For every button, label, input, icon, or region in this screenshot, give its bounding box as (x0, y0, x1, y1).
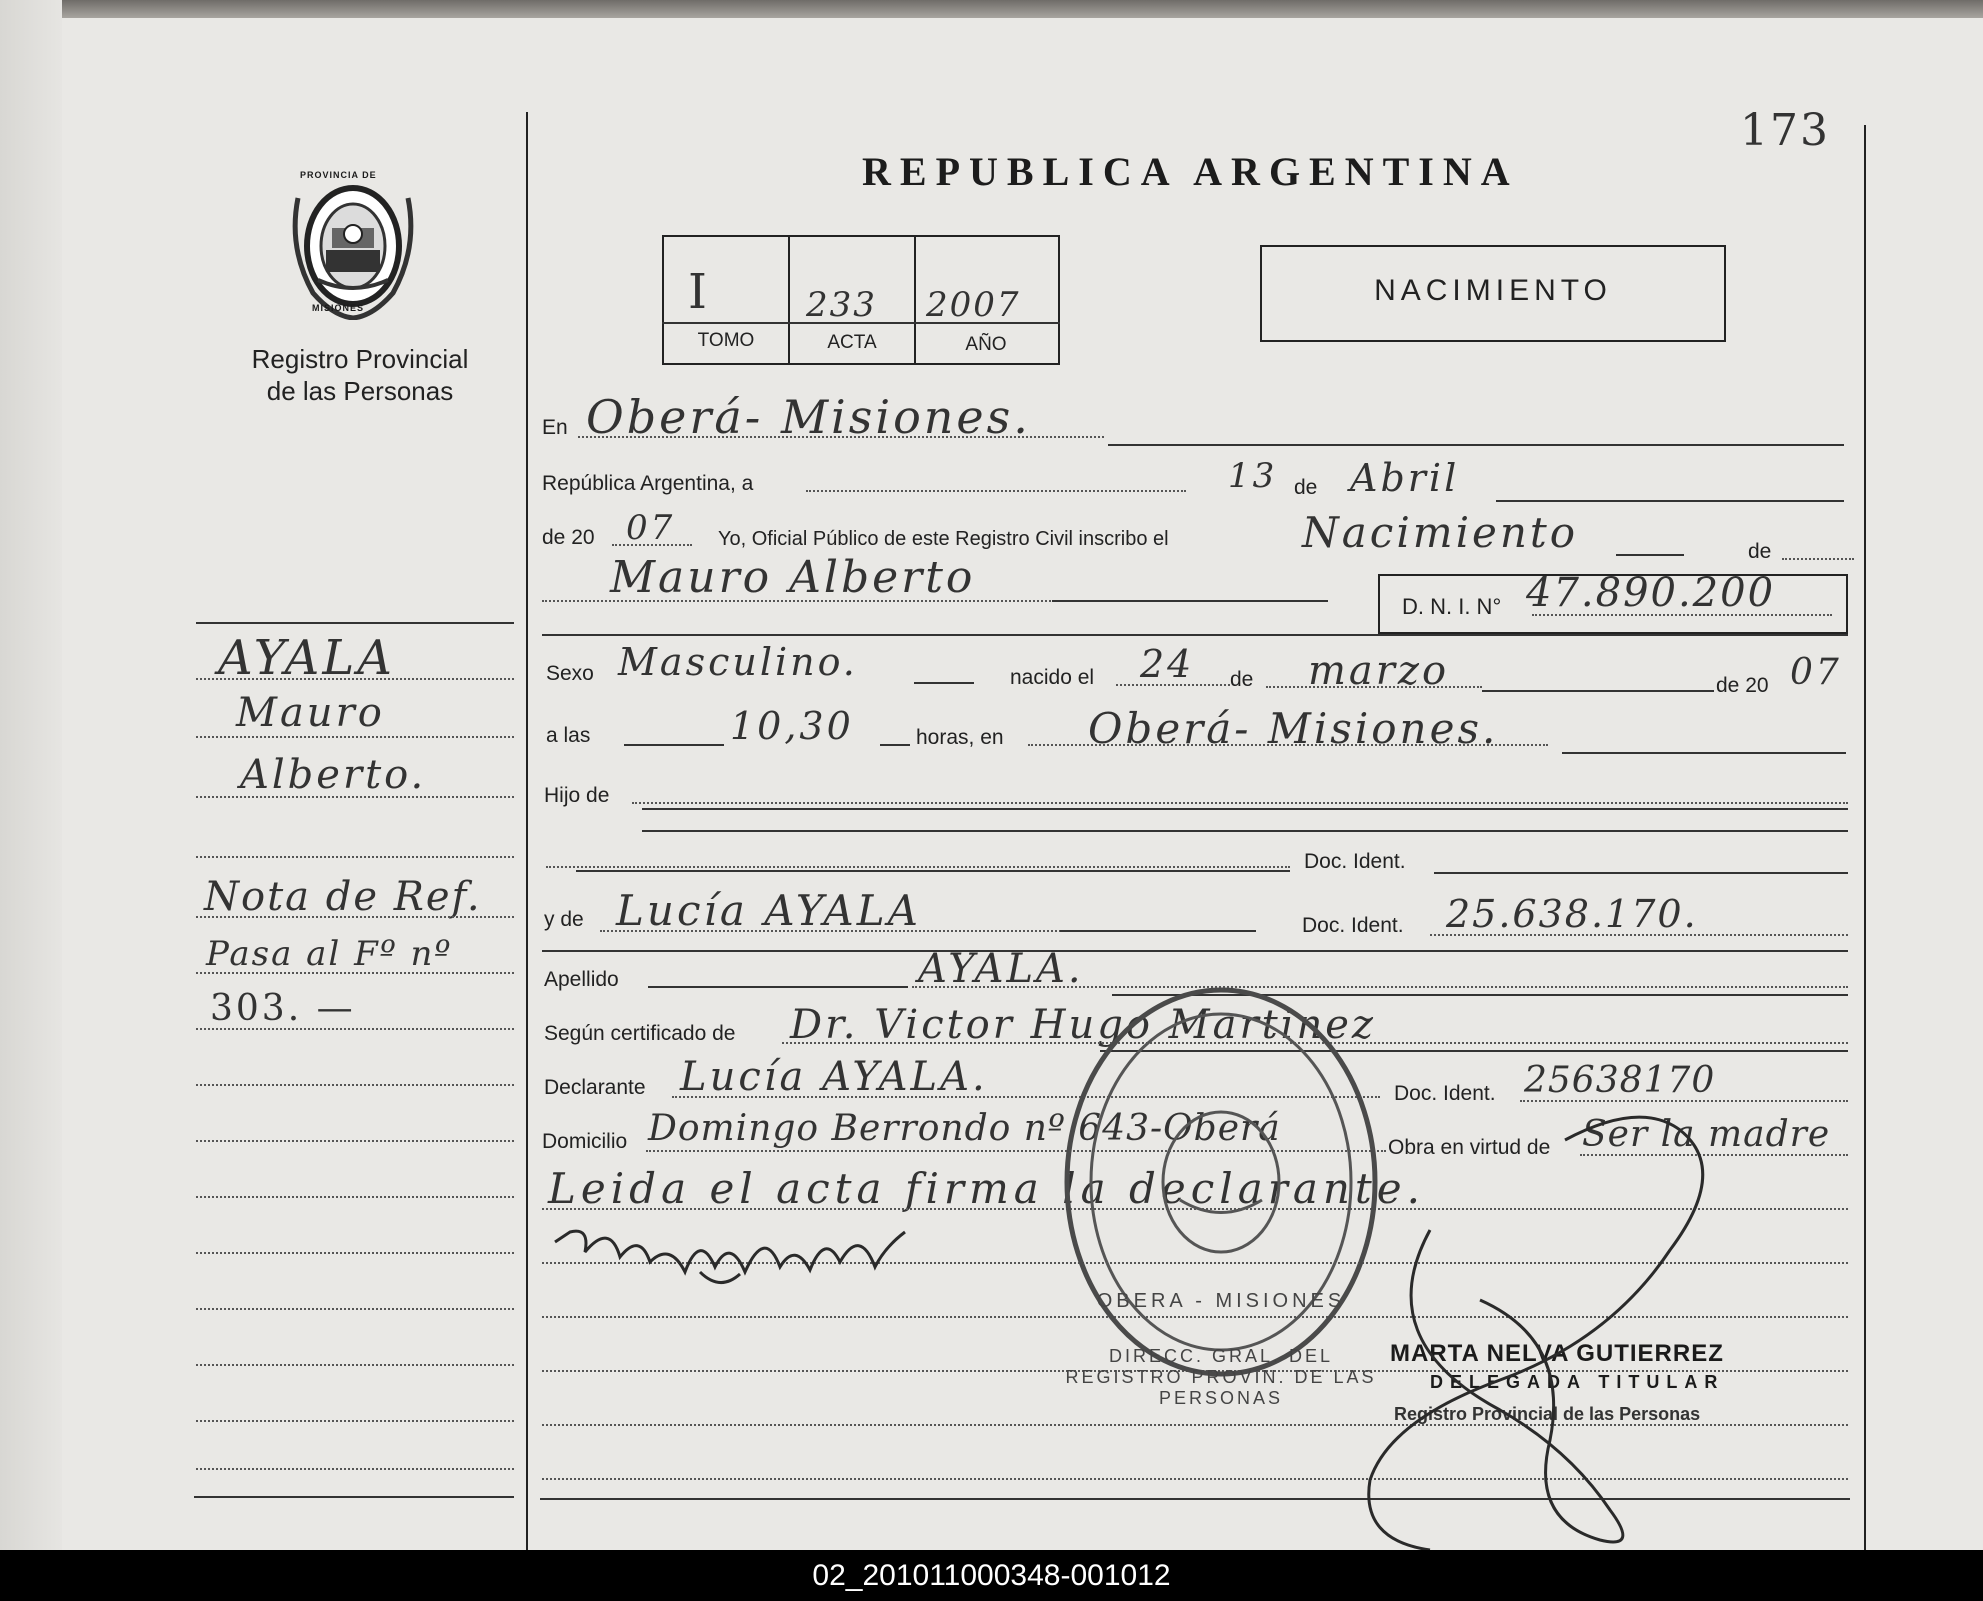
anio-value: 2007 (926, 285, 1021, 325)
field-line (576, 870, 1290, 872)
doc-ident-label-3: Doc. Ident. (1394, 1082, 1496, 1105)
birth-month-value: marzo (1308, 648, 1450, 694)
registry-seal-icon (1062, 985, 1380, 1379)
dotted-line (546, 866, 1290, 868)
dotted-line (632, 802, 1848, 804)
margin-top-rule (196, 622, 514, 624)
mother-doc-value: 25.638.170. (1446, 892, 1698, 936)
margin-note-3: 303. — (210, 988, 356, 1029)
field-line (914, 682, 974, 684)
year-suffix: 07 (626, 508, 676, 548)
declarant-signature-icon (550, 1212, 920, 1292)
acta-value: 233 (806, 285, 877, 325)
emblem-top-text: PROVINCIA DE (300, 170, 377, 180)
field-line (1482, 690, 1714, 692)
margin-surname: AYALA (218, 630, 395, 686)
month-value: Abril (1350, 456, 1460, 500)
margin-bottom-rule (194, 1496, 514, 1498)
nacido-label: nacido el (1010, 666, 1095, 689)
dni-label: D. N. I. N° (1402, 594, 1502, 619)
horas-label: horas, en (916, 726, 1004, 749)
dotted-line (196, 796, 514, 798)
dotted-line (196, 1364, 514, 1366)
acta-type-value: Nacimiento (1302, 508, 1579, 557)
birth-year-prefix: de 20 (1716, 674, 1769, 697)
apellido-label: Apellido (544, 968, 619, 991)
alas-label: a las (546, 724, 591, 747)
field-line (1616, 554, 1684, 556)
dotted-line (196, 972, 514, 974)
binding-spine (0, 0, 62, 1550)
republica-label: República Argentina, a (542, 472, 754, 495)
dotted-line (1430, 934, 1848, 936)
margin-first-name: Mauro (236, 690, 385, 736)
page-number: 173 (1740, 105, 1830, 156)
registry-name-line2: de las Personas (266, 376, 454, 406)
doctor-value: Dr. Victor Hugo Martinez (790, 1002, 1376, 1048)
dotted-line (912, 986, 1848, 988)
seal-text: DIRECC. GRAL. DEL REGISTRO PROVIN. DE LAS PERSONAS (1065, 1346, 1377, 1408)
declarante-doc-value: 25638170 (1524, 1060, 1716, 1101)
seal-city: OBERA - MISIONES (1096, 1290, 1346, 1312)
doc-ident-label-2: Doc. Ident. (1302, 914, 1404, 937)
day-value: 13 (1228, 456, 1278, 496)
birth-place-value: Oberá- Misiones. (1088, 704, 1499, 753)
field-line (1562, 752, 1846, 754)
de-label-2: de (1748, 540, 1772, 563)
birth-day-value: 24 (1140, 642, 1195, 686)
segun-label: Según certificado de (544, 1022, 736, 1045)
field-line (642, 830, 1848, 832)
scan-id: 02_201011000348-001012 (812, 1559, 1171, 1592)
emblem-bottom-text: MISIONES (312, 303, 365, 313)
margin-divider (526, 112, 528, 1550)
doc-ident-label: Doc. Ident. (1304, 850, 1406, 873)
hijo-label: Hijo de (544, 784, 610, 807)
field-line (1496, 500, 1844, 502)
virtud-value: Ser la madre (1582, 1114, 1831, 1155)
oficial-text: Yo, Oficial Público de este Registro Civil inscribo el (718, 528, 1169, 550)
tomo-value: I (688, 264, 710, 320)
margin-second-name: Alberto. (240, 752, 427, 798)
margin-note-2: Pasa al Fº nº (206, 934, 453, 974)
province-emblem-icon (288, 168, 418, 320)
right-border (1864, 125, 1866, 1550)
declarante-value: Lucía AYALA. (680, 1054, 988, 1100)
dotted-line (196, 1140, 514, 1142)
child-name-value: Mauro Alberto (610, 552, 976, 603)
scan-id-bar (0, 1550, 1983, 1601)
field-line (1060, 930, 1256, 932)
dotted-line (612, 544, 692, 546)
section-rule (542, 950, 1848, 952)
field-line (1434, 872, 1848, 874)
dotted-line (196, 1420, 514, 1422)
dotted-line (196, 916, 514, 918)
en-label: En (542, 416, 568, 439)
dni-value: 47.890.200 (1526, 570, 1776, 616)
domicilio-label: Domicilio (542, 1130, 628, 1153)
dotted-line (196, 1468, 514, 1470)
dotted-line (196, 1252, 514, 1254)
dotted-line (196, 736, 514, 738)
field-line (1108, 444, 1844, 446)
acta-label: ACTA (827, 332, 877, 353)
tomo-label: TOMO (697, 330, 755, 351)
official-signature-icon (1350, 1080, 1790, 1550)
field-line (624, 744, 724, 746)
official-name: MARTA NELVA GUTIERREZ (1390, 1340, 1724, 1367)
anio-label: AÑO (965, 334, 1007, 355)
official-office: Registro Provincial de las Personas (1394, 1404, 1701, 1424)
section-rule (542, 634, 1848, 636)
dotted-line (196, 856, 514, 858)
domicilio-value: Domingo Berrondo nº 643-Oberá (648, 1108, 1281, 1149)
sexo-label: Sexo (546, 662, 594, 685)
place-value: Oberá- Misiones. (586, 390, 1031, 444)
mother-name-value: Lucía AYALA (616, 886, 921, 935)
dotted-line (196, 1028, 514, 1030)
registry-name-line1: Registro Provincial (251, 344, 469, 374)
de-label: de (1294, 476, 1318, 499)
declarante-label: Declarante (544, 1076, 646, 1099)
dotted-line (196, 678, 514, 680)
obra-label: Obra en virtud de (1388, 1136, 1551, 1159)
document-type: NACIMIENTO (1374, 274, 1612, 307)
margin-note-1: Nota de Ref. (204, 874, 482, 920)
field-line (642, 808, 1848, 810)
surname-value: AYALA. (918, 946, 1084, 992)
country-title: REPUBLICA ARGENTINA (862, 149, 1519, 194)
dotted-line (1782, 558, 1854, 560)
field-line (880, 744, 910, 746)
dotted-line (196, 1084, 514, 1086)
dotted-line (806, 490, 1186, 492)
binding-top-edge (0, 0, 1983, 18)
year-prefix: de 20 (542, 526, 595, 549)
dotted-line (196, 1308, 514, 1310)
hour-value: 10,30 (730, 704, 854, 748)
de-label-3: de (1230, 668, 1254, 691)
dotted-line (1532, 614, 1832, 616)
field-line (1052, 600, 1328, 602)
note-line-value: Leida el acta firma la declarante. (548, 1164, 1426, 1213)
yde-label: y de (544, 908, 584, 931)
birth-year-suffix: 07 (1790, 652, 1842, 693)
dotted-line (196, 1196, 514, 1198)
field-line (648, 986, 908, 988)
official-title: DELEGADA TITULAR (1430, 1372, 1725, 1392)
sexo-value: Masculino. (618, 640, 858, 684)
